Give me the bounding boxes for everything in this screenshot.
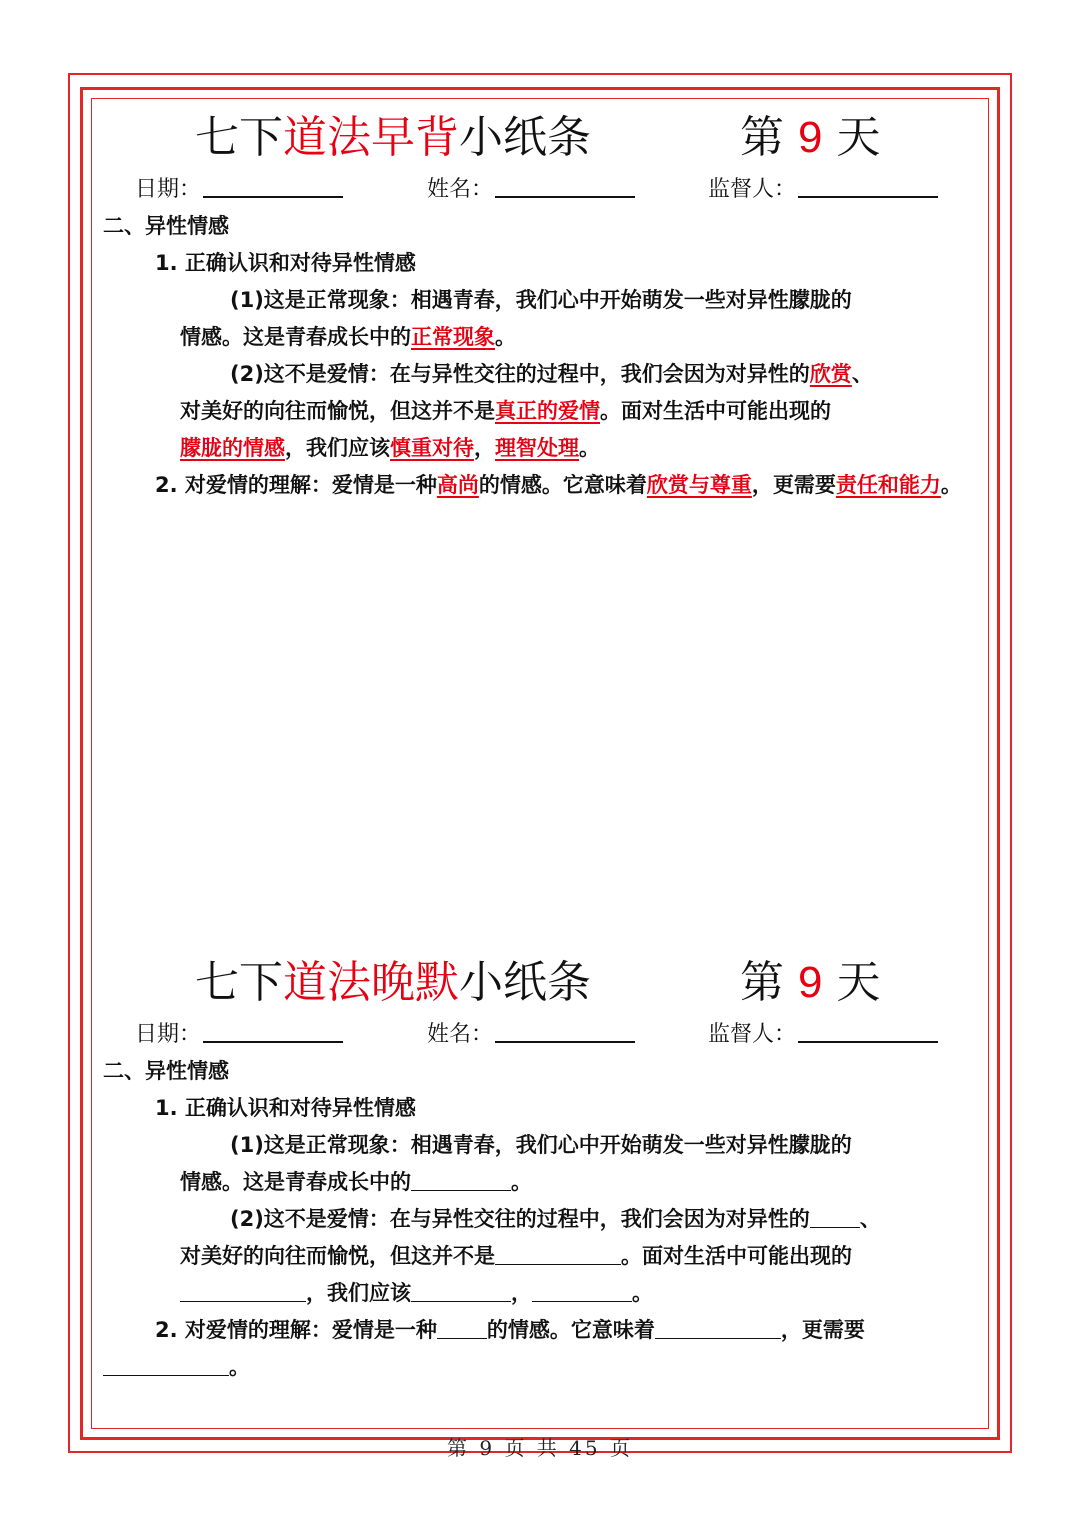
supervisor-blank[interactable] bbox=[798, 170, 938, 198]
keyword: 责任和能力 bbox=[835, 473, 941, 497]
keyword: 朦胧的情感 bbox=[180, 436, 285, 460]
para-1-line-2: 情感。这是青春成长中的正常现象。 bbox=[180, 325, 516, 349]
item-1-heading: 1. 正确认识和对待异性情感 bbox=[155, 251, 416, 275]
day-number: 9 bbox=[798, 958, 823, 1007]
day-indicator: 第 9 天 bbox=[740, 112, 881, 163]
supervisor-field: 监督人： bbox=[708, 1015, 938, 1055]
name-field: 姓名： bbox=[427, 170, 635, 210]
para-1-line-2: 情感。这是青春成长中的 。 bbox=[180, 1164, 532, 1201]
section-heading: 二、异性情感 bbox=[103, 214, 229, 238]
name-blank[interactable] bbox=[495, 170, 635, 198]
day-indicator: 第 9 天 bbox=[740, 957, 881, 1008]
date-blank[interactable] bbox=[203, 1015, 343, 1043]
title-highlight: 道法早背 bbox=[283, 112, 459, 163]
item-2-line-1: 2. 对爱情的理解：爱情是一种 的情感。它意味着 ，更需要 bbox=[155, 1312, 865, 1349]
para-2-line-2: 对美好的向往而愉悦，但这并不是真正的爱情。面对生活中可能出现的 bbox=[180, 399, 831, 423]
item-2-line-2: 。 bbox=[103, 1349, 250, 1386]
fill-blank[interactable] bbox=[495, 1238, 621, 1265]
fill-blank[interactable] bbox=[532, 1275, 632, 1302]
keyword: 欣赏 bbox=[809, 362, 852, 386]
keyword: 慎重对待 bbox=[390, 436, 474, 460]
section-heading: 二、异性情感 bbox=[103, 1059, 229, 1083]
date-field: 日期： bbox=[135, 170, 343, 210]
para-1-line-1: (1)这是正常现象：相遇青春，我们心中开始萌发一些对异性朦胧的 bbox=[230, 1133, 852, 1157]
name-field: 姓名： bbox=[427, 1015, 635, 1055]
keyword: 正常现象 bbox=[411, 325, 495, 349]
fill-blank[interactable] bbox=[655, 1312, 781, 1339]
page-number: 9 bbox=[479, 1436, 496, 1460]
fill-blank[interactable] bbox=[810, 1201, 860, 1228]
fill-blank[interactable] bbox=[411, 1275, 511, 1302]
title-highlight: 道法晚默 bbox=[283, 957, 459, 1008]
supervisor-blank[interactable] bbox=[798, 1015, 938, 1043]
date-blank[interactable] bbox=[203, 170, 343, 198]
keyword: 理智处理 bbox=[495, 436, 579, 460]
keyword: 欣赏与尊重 bbox=[646, 473, 752, 497]
day-number: 9 bbox=[798, 113, 823, 162]
fill-blank[interactable] bbox=[411, 1164, 511, 1191]
para-2-line-3: 朦胧的情感，我们应该慎重对待，理智处理。 bbox=[180, 436, 600, 460]
supervisor-field: 监督人： bbox=[708, 170, 938, 210]
para-2-line-1: (2)这不是爱情：在与异性交往的过程中，我们会因为对异性的 、 bbox=[230, 1201, 881, 1238]
para-2-line-2: 对美好的向往而愉悦，但这并不是 。面对生活中可能出现的 bbox=[180, 1238, 852, 1275]
morning-info-row bbox=[0, 170, 1080, 210]
date-field: 日期： bbox=[135, 1015, 343, 1055]
title-suffix: 小纸条 bbox=[459, 957, 591, 1008]
fill-blank[interactable] bbox=[180, 1275, 306, 1302]
keyword: 真正的爱情 bbox=[495, 399, 600, 423]
para-1-line-1: (1)这是正常现象：相遇青春，我们心中开始萌发一些对异性朦胧的 bbox=[230, 288, 852, 312]
item-1-heading: 1. 正确认识和对待异性情感 bbox=[155, 1096, 416, 1120]
evening-title bbox=[195, 953, 915, 1013]
fill-blank[interactable] bbox=[103, 1349, 229, 1376]
title-prefix: 七下 bbox=[195, 112, 283, 163]
para-2-line-3: ，我们应该 ， 。 bbox=[180, 1275, 653, 1312]
item-2-paragraph: 2. 对爱情的理解：爱情是一种高尚的情感。它意味着欣赏与尊重，更需要责任和能力。 bbox=[155, 473, 962, 497]
para-2-line-1: (2)这不是爱情：在与异性交往的过程中，我们会因为对异性的欣赏、 bbox=[230, 362, 873, 386]
name-blank[interactable] bbox=[495, 1015, 635, 1043]
fill-blank[interactable] bbox=[437, 1312, 487, 1339]
morning-title bbox=[195, 108, 915, 168]
page-footer: 第 9 页 共 45 页 bbox=[447, 1436, 633, 1460]
title-prefix: 七下 bbox=[195, 957, 283, 1008]
page-total: 45 bbox=[569, 1436, 601, 1460]
evening-info-row bbox=[0, 1015, 1080, 1055]
title-suffix: 小纸条 bbox=[459, 112, 591, 163]
keyword: 高尚 bbox=[436, 473, 479, 497]
